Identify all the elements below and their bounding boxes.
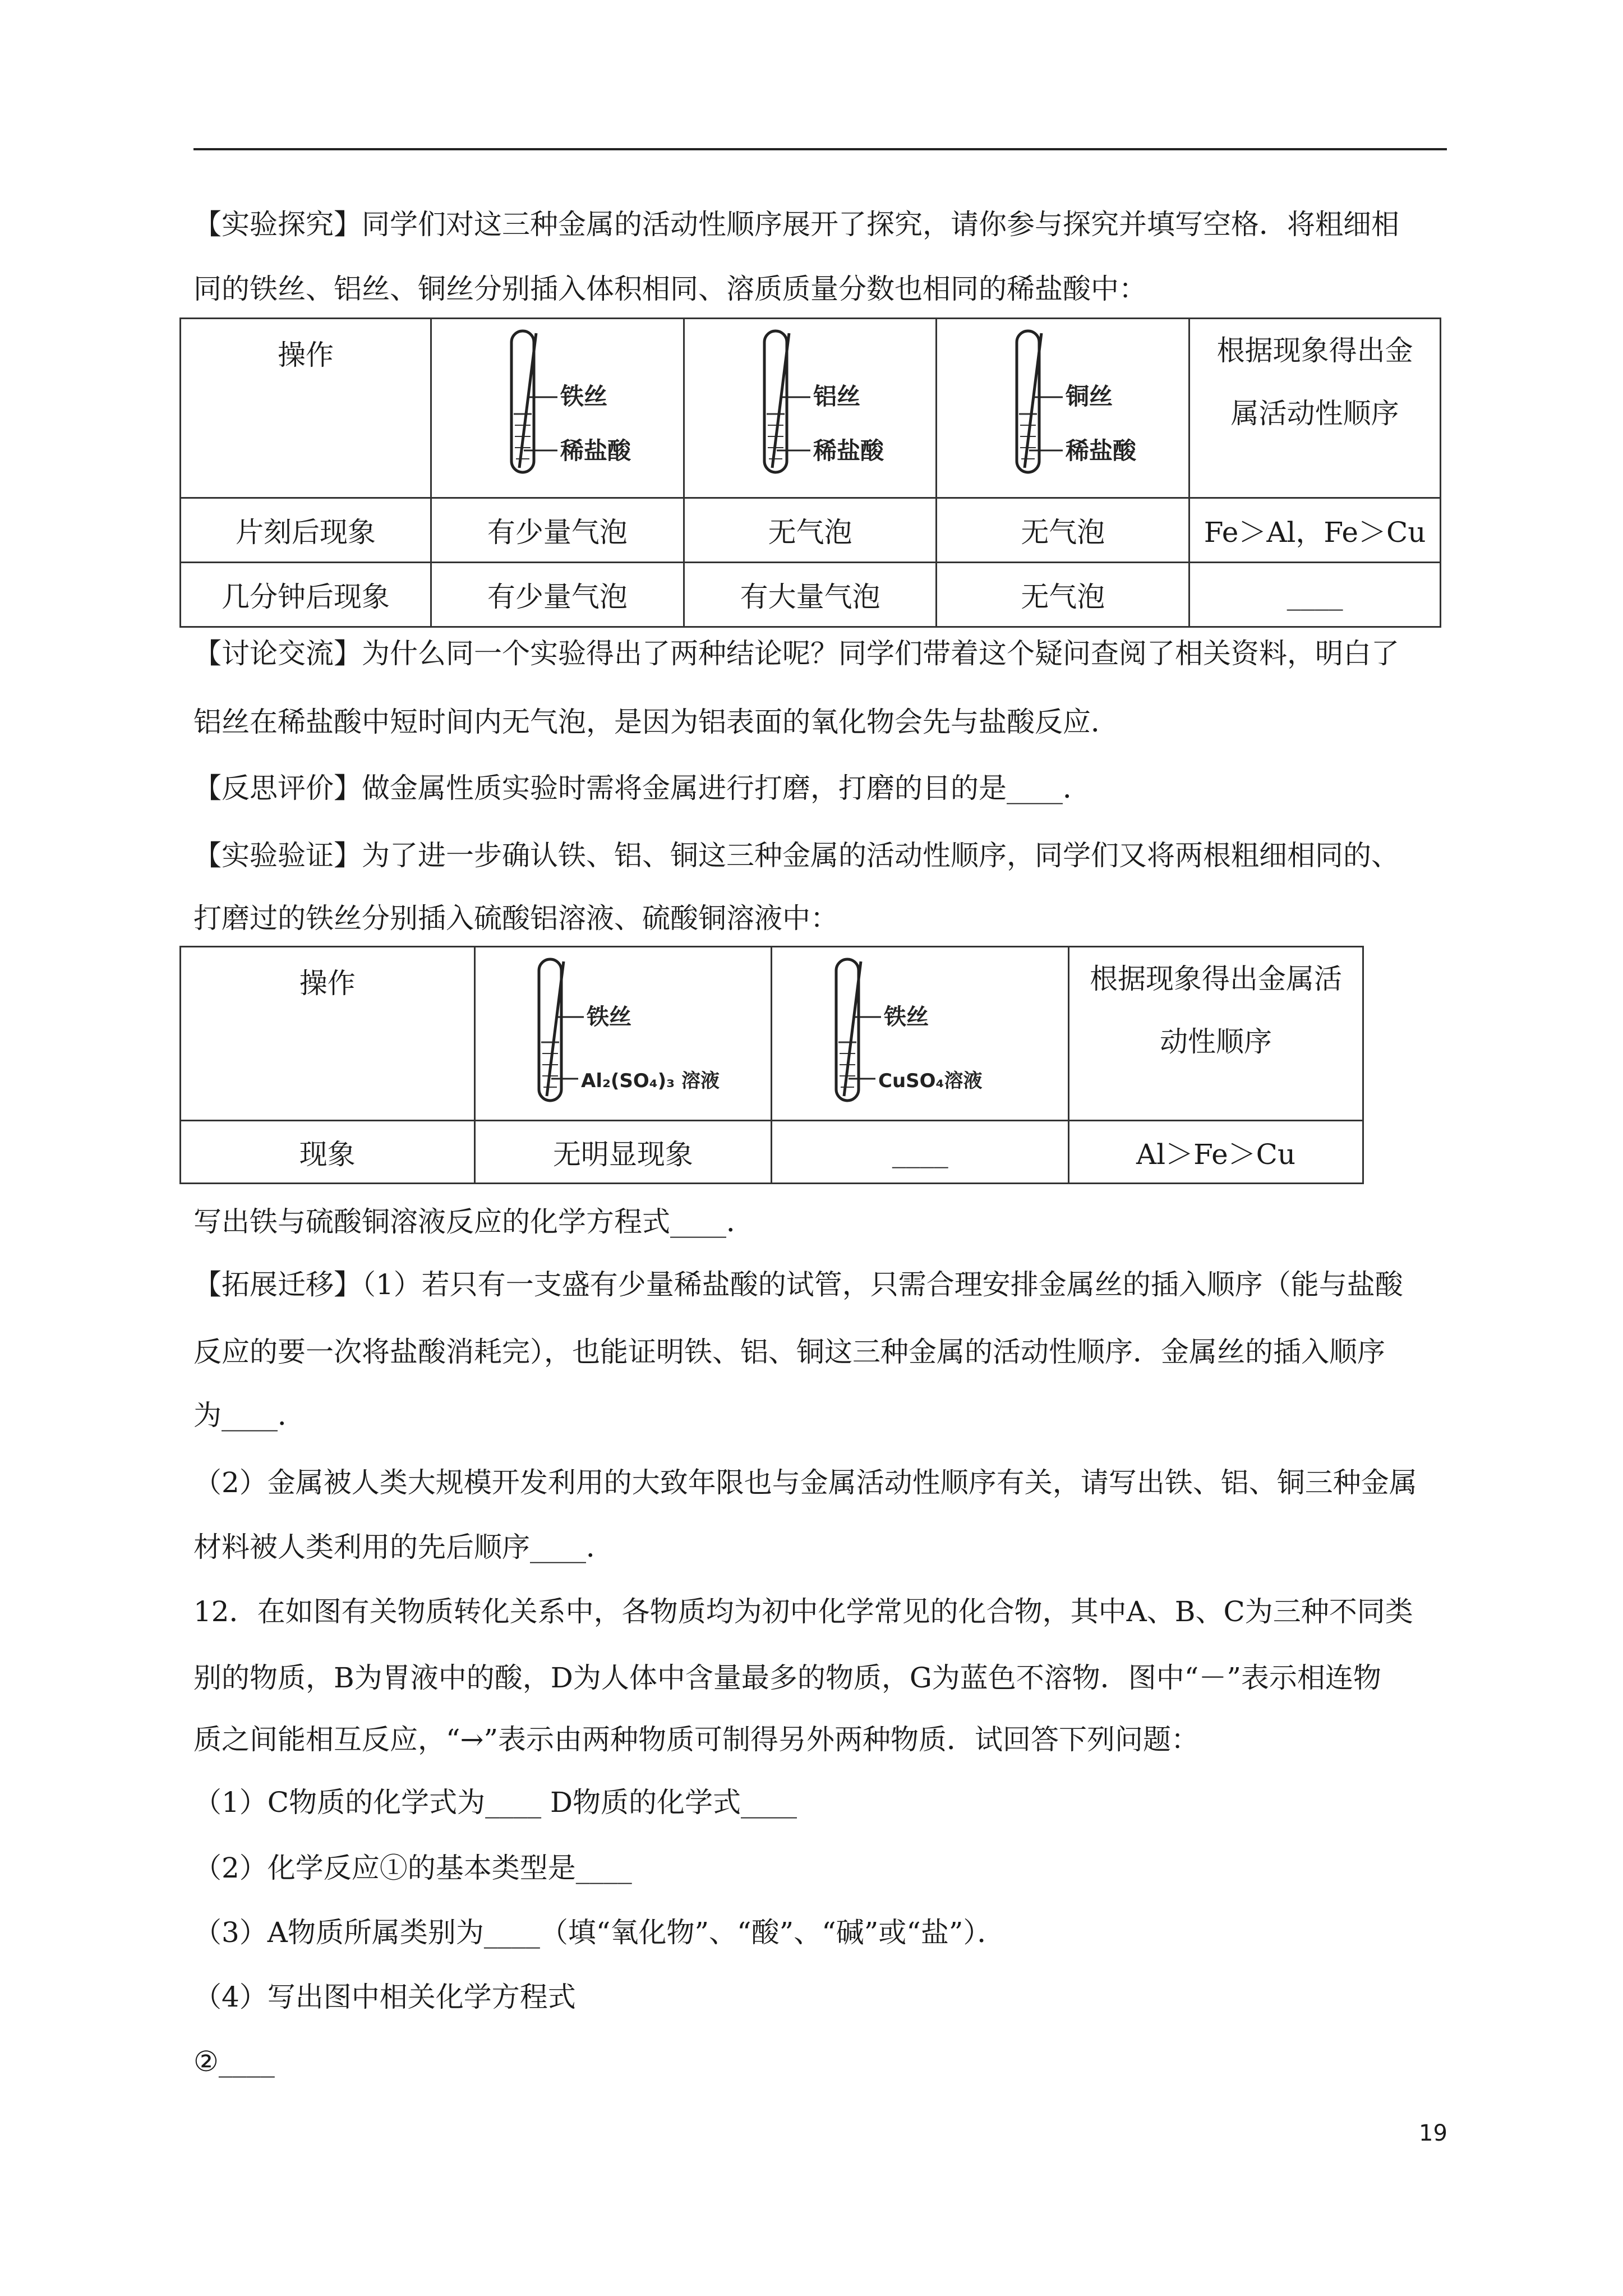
paragraph-extension2-line1: （2）金属被人类大规模开发利用的大致年限也与金属活动性顺序有关，请写出铁、铝、铜三种金属 — [193, 1466, 1417, 1499]
cell-aluminum: 有大量气泡 — [684, 563, 937, 627]
op-label-cell — [181, 319, 431, 498]
row-label: 片刻后现象 — [181, 498, 431, 563]
liquid-label: CuSO₄溶液 — [878, 1069, 983, 1092]
table-row — [181, 563, 1441, 627]
cell-aluminum: 无气泡 — [684, 498, 937, 563]
wire-label: 铁丝 — [883, 1004, 929, 1030]
header-rule — [193, 148, 1447, 150]
paragraph-reflection: 【反思评价】做金属性质实验时需将金属进行打磨，打磨的目的是____． — [193, 772, 1091, 804]
result-header-line1: 根据现象得出金属活 — [1090, 963, 1343, 995]
result-header-line2: 属活动性顺序 — [1230, 397, 1399, 430]
question-12-line3: 质之间能相互反应，“→”表示由两种物质可制得另外两种物质．试回答下列问题： — [193, 1723, 1200, 1756]
tube-cell-aluminum — [684, 319, 937, 498]
test-tube-aluminum-diagram — [726, 324, 895, 493]
cell-result-blank: ____ — [1189, 563, 1441, 627]
question-12-sub1: （1）C物质的化学式为____ D物质的化学式____ — [193, 1786, 797, 1819]
question-12-sub3: （3）A物质所属类别为____（填“氧化物”、“酸”、“碱”或“盐”）． — [193, 1916, 1006, 1949]
row-label: 现象 — [181, 1121, 475, 1184]
paragraph-experiment-inquiry-line1: 【实验探究】同学们对这三种金属的活动性顺序展开了探究，请你参与探究并填写空格．将粗细相 — [193, 208, 1399, 241]
paragraph-verification-line1: 【实验验证】为了进一步确认铁、铝、铜这三种金属的活动性顺序，同学们又将两根粗细相同的、 — [193, 839, 1399, 872]
wire-label: 铜丝 — [1066, 382, 1113, 410]
question-12-sub4: （4）写出图中相关化学方程式 — [193, 1981, 576, 2013]
table-row — [181, 498, 1441, 563]
op-label: 操作 — [299, 967, 356, 1000]
paragraph-discussion-line1: 【讨论交流】为什么同一个实验得出了两种结论呢？同学们带着这个疑问查阅了相关资料，明白了 — [193, 637, 1399, 670]
liquid-label: 稀盐酸 — [1066, 436, 1137, 464]
op-label: 操作 — [277, 339, 334, 371]
result-header-cell — [1189, 319, 1441, 498]
test-tube-copper-diagram — [979, 324, 1147, 493]
tube-cell-al2so43 — [474, 947, 772, 1121]
test-tube-cuso4-diagram — [797, 953, 1044, 1115]
test-tube-iron-diagram — [473, 324, 642, 493]
paragraph-discussion-line2: 铝丝在稀盐酸中短时间内无气泡，是因为铝表面的氧化物会先与盐酸反应． — [193, 706, 1119, 738]
cell-result: Fe＞Al，Fe＞Cu — [1189, 498, 1441, 563]
test-tube-al2so43-diagram — [500, 953, 746, 1115]
question-12-sub5: ②____ — [193, 2045, 275, 2078]
table-salt-solution-test — [179, 946, 1364, 1184]
cell-copper: 无气泡 — [937, 563, 1189, 627]
wire-label: 铁丝 — [560, 382, 607, 410]
paragraph-extension-line1: 【拓展迁移】（1）若只有一支盛有少量稀盐酸的试管，只需合理安排金属丝的插入顺序（能与盐酸 — [193, 1268, 1403, 1301]
cell-result: Al＞Fe＞Cu — [1069, 1121, 1363, 1184]
liquid-label: 稀盐酸 — [813, 436, 884, 464]
cell-al2so43: 无明显现象 — [474, 1121, 772, 1184]
cell-copper: 无气泡 — [937, 498, 1189, 563]
paragraph-extension2-line2: 材料被人类利用的先后顺序____． — [193, 1531, 614, 1563]
table-row — [181, 1121, 1363, 1184]
paragraph-experiment-inquiry-line2: 同的铁丝、铝丝、铜丝分别插入体积相同、溶质质量分数也相同的稀盐酸中： — [193, 273, 1147, 305]
tube-cell-copper — [937, 319, 1189, 498]
question-12-sub2: （2）化学反应①的基本类型是____ — [193, 1852, 632, 1884]
tube-cell-iron — [431, 319, 684, 498]
wire-label: 铝丝 — [813, 382, 860, 410]
liquid-label: Al₂(SO₄)₃ 溶液 — [580, 1069, 720, 1092]
paragraph-extension-line2: 反应的要一次将盐酸消耗完），也能证明铁、铝、铜这三种金属的活动性顺序．金属丝的插入顺序 — [193, 1336, 1385, 1368]
cell-cuso4-blank: ____ — [772, 1121, 1069, 1184]
row-label: 几分钟后现象 — [181, 563, 431, 627]
paragraph-equation-prompt: 写出铁与硫酸铜溶液反应的化学方程式____． — [193, 1205, 754, 1238]
result-header-cell — [1069, 947, 1363, 1121]
table-hydrochloric-acid-test — [179, 318, 1441, 628]
question-12-line2: 别的物质，B为胃液中的酸，D为人体中含量最多的物质，G为蓝色不溶物．图中“－”表示相连物 — [193, 1662, 1381, 1694]
tube-cell-cuso4 — [772, 947, 1069, 1121]
wire-label: 铁丝 — [586, 1004, 631, 1030]
result-header-line2: 动性顺序 — [1160, 1025, 1272, 1058]
page-number: 19 — [1419, 2120, 1447, 2146]
result-header-line1: 根据现象得出金 — [1216, 334, 1413, 367]
liquid-label: 稀盐酸 — [560, 436, 631, 464]
paragraph-verification-line2: 打磨过的铁丝分别插入硫酸铝溶液、硫酸铜溶液中： — [193, 902, 838, 935]
paragraph-extension-line3: 为____． — [193, 1399, 306, 1432]
cell-iron: 有少量气泡 — [431, 498, 684, 563]
cell-iron: 有少量气泡 — [431, 563, 684, 627]
question-12-line1: 12．在如图有关物质转化关系中，各物质均为初中化学常见的化合物，其中A、B、C为三种不同类 — [193, 1595, 1413, 1628]
op-label-cell — [181, 947, 475, 1121]
